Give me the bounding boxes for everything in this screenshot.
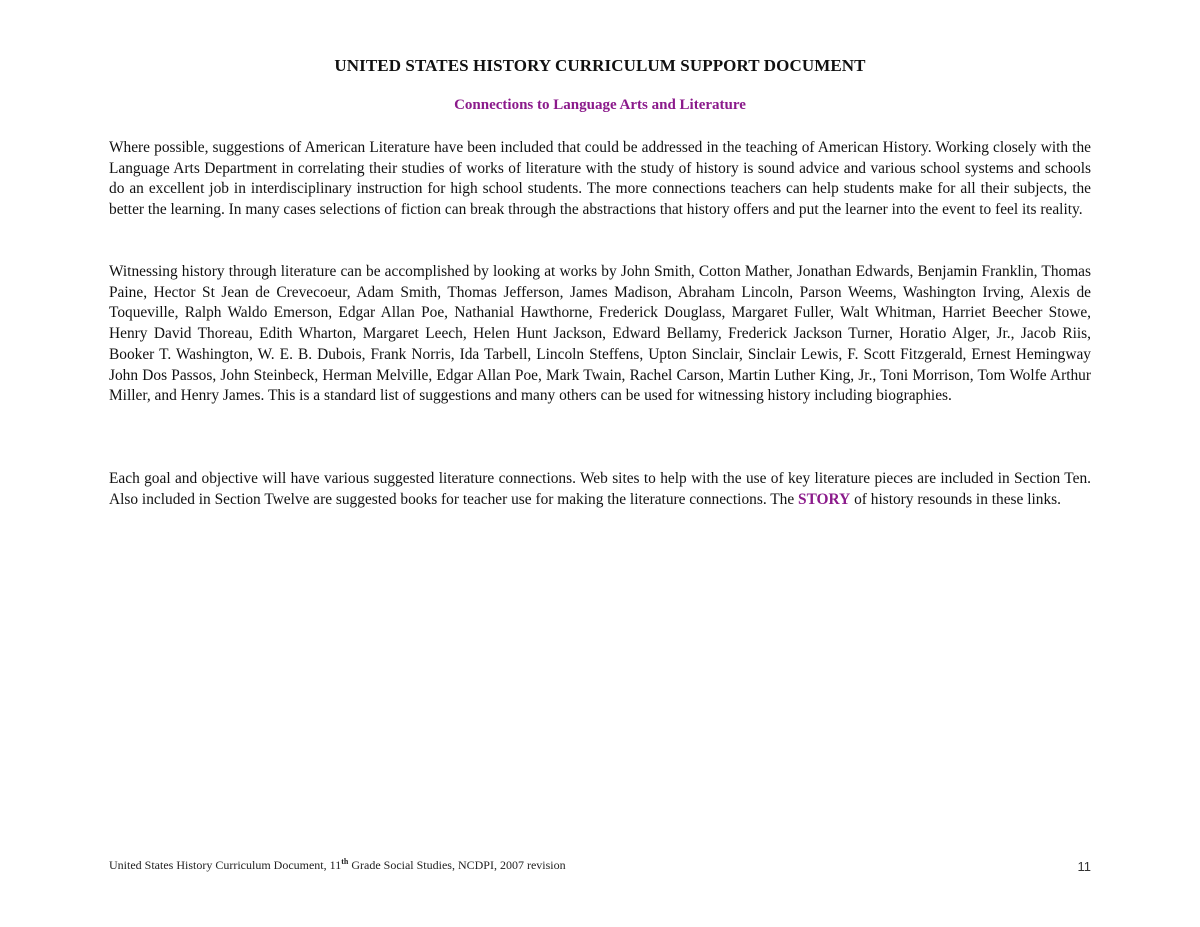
paragraph-closing [109,469,1091,510]
paragraph-introduction: Where possible, suggestions of American Literature have been included that could be addressed in the teaching of American History. Working closely with the Language Arts Department in correlating their studies of works of literature with the study of history is sound advice and various school systems and schools do an excellent job in interdisciplinary instruction for high school students. The more connections teachers can help students make for all their subjects, the better the learning. In many cases selections of fiction can break through the abstractions that history offers and put the learner into the event to feel its reality. [109,139,1091,219]
page-footer [109,857,566,873]
document-title: UNITED STATES HISTORY CURRICULUM SUPPORT DOCUMENT [334,56,866,75]
paragraph-authors-list: Witnessing history through literature can be accomplished by looking at works by John Smith, Cotton Mather, Jonathan Edwards, Benjamin Franklin, Thomas Paine, Hector St Jean de Crevecoeur, Adam Smith, Thomas Jefferson, James Madison, Abraham Lincoln, Parson Weems, Washington Irving, Alexis de Toqueville, Ralph Waldo Emerson, Edgar Allan Poe, Nathanial Hawthorne, Frederick Douglass, Margaret Fuller, Walt Whitman, Harriet Beecher Stowe, Henry David Thoreau, Edith Wharton, Margaret Leech, Helen Hunt Jackson, Edward Bellamy, Frederick Jackson Turner, Horatio Alger, Jr., Jacob Riis, Booker T. Washington, W. E. B. Dubois, Frank Norris, Ida Tarbell, Lincoln Steffens, Upton Sinclair, Sinclair Lewis, F. Scott Fitzgerald, Ernest Hemingway John Dos Passos, John Steinbeck, Herman Melville, Edgar Allan Poe, Mark Twain, Rachel Carson, Martin Luther King, Jr., Toni Morrison, Tom Wolfe Arthur Miller, and Henry James. This is a standard list of suggestions and many others can be used for witnessing history including biographies. [109,263,1091,405]
closing-text-before: Each goal and objective will have various suggested literature connections. Web sites to help with the use of key literature pieces are included in Section Ten. Also included in Section Twelve are suggested books for teacher use for making the literature connections. The [109,470,1091,508]
section-subtitle: Connections to Language Arts and Literature [454,97,746,113]
story-highlight: STORY [798,490,851,508]
footer-text-before: United States History Curriculum Document, 11 [109,858,342,872]
page-number: 11 [1077,859,1091,874]
closing-text-after: of history resounds in these links. [850,490,1061,508]
footer-text-after: Grade Social Studies, NCDPI, 2007 revision [348,858,566,872]
footer-superscript: th [341,857,349,866]
